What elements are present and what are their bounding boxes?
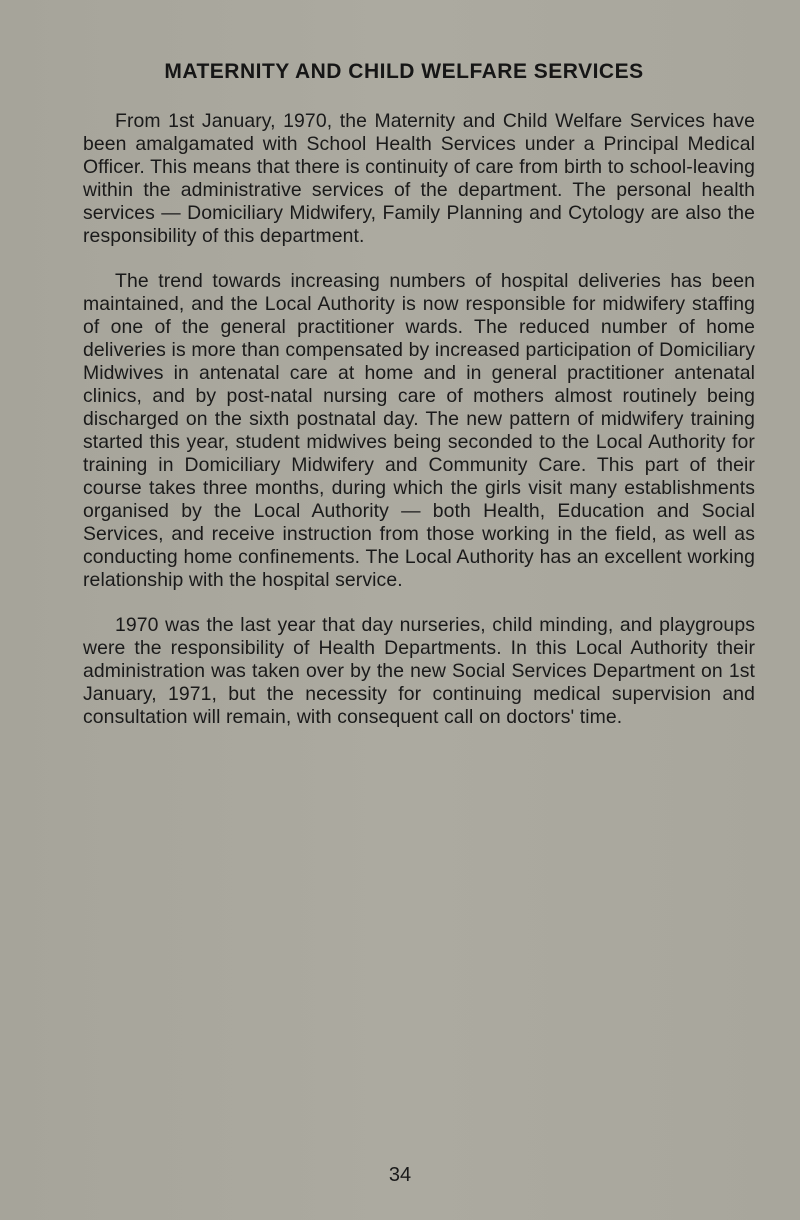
body-text [83,110,755,751]
paragraph-2: The trend towards increasing numbers of hospital deliveries has been maintained, and the Local Authority is now responsible for midwifery staffing of one of the general practitioner wards. The reduced number of home deliveries is more than compensated by increased participation of Domiciliary Midwives in antenatal care at home and in general practitioner antenatal clinics, and by post-natal nursing care of mothers almost routinely being discharged on the sixth postnatal day. The new pattern of midwifery training started this year, student midwives being seconded to the Local Authority for training in Domiciliary Midwifery and Community Care. This part of their course takes three months, during which the girls visit many establishments organised by the Local Authority — both Health, Education and Social Services, and receive instruction from those working in the field, as well as conducting home confinements. The Local Authority has an excellent working relationship with the hospital service. [83,270,755,591]
page-title: MATERNITY AND CHILD WELFARE SERVICES [164,60,644,83]
page-number: 34 [388,1164,412,1186]
paragraph-1: From 1st January, 1970, the Maternity and Child Welfare Services have been amalgamated with School Health Services under a Principal Medical Officer. This means that there is continuity of care from birth to school-leaving within the administrative services of the department. The personal health services — Domiciliary Midwifery, Family Planning and Cytology are also the responsibility of this department. [83,110,755,247]
paragraph-3: 1970 was the last year that day nurseries, child minding, and playgroups were the responsibility of Health Departments. In this Local Authority their administration was taken over by the new Social Services Department on 1st January, 1971, but the necessity for continuing medical supervision and consultation will remain, with consequent call on doctors' time. [83,614,755,728]
